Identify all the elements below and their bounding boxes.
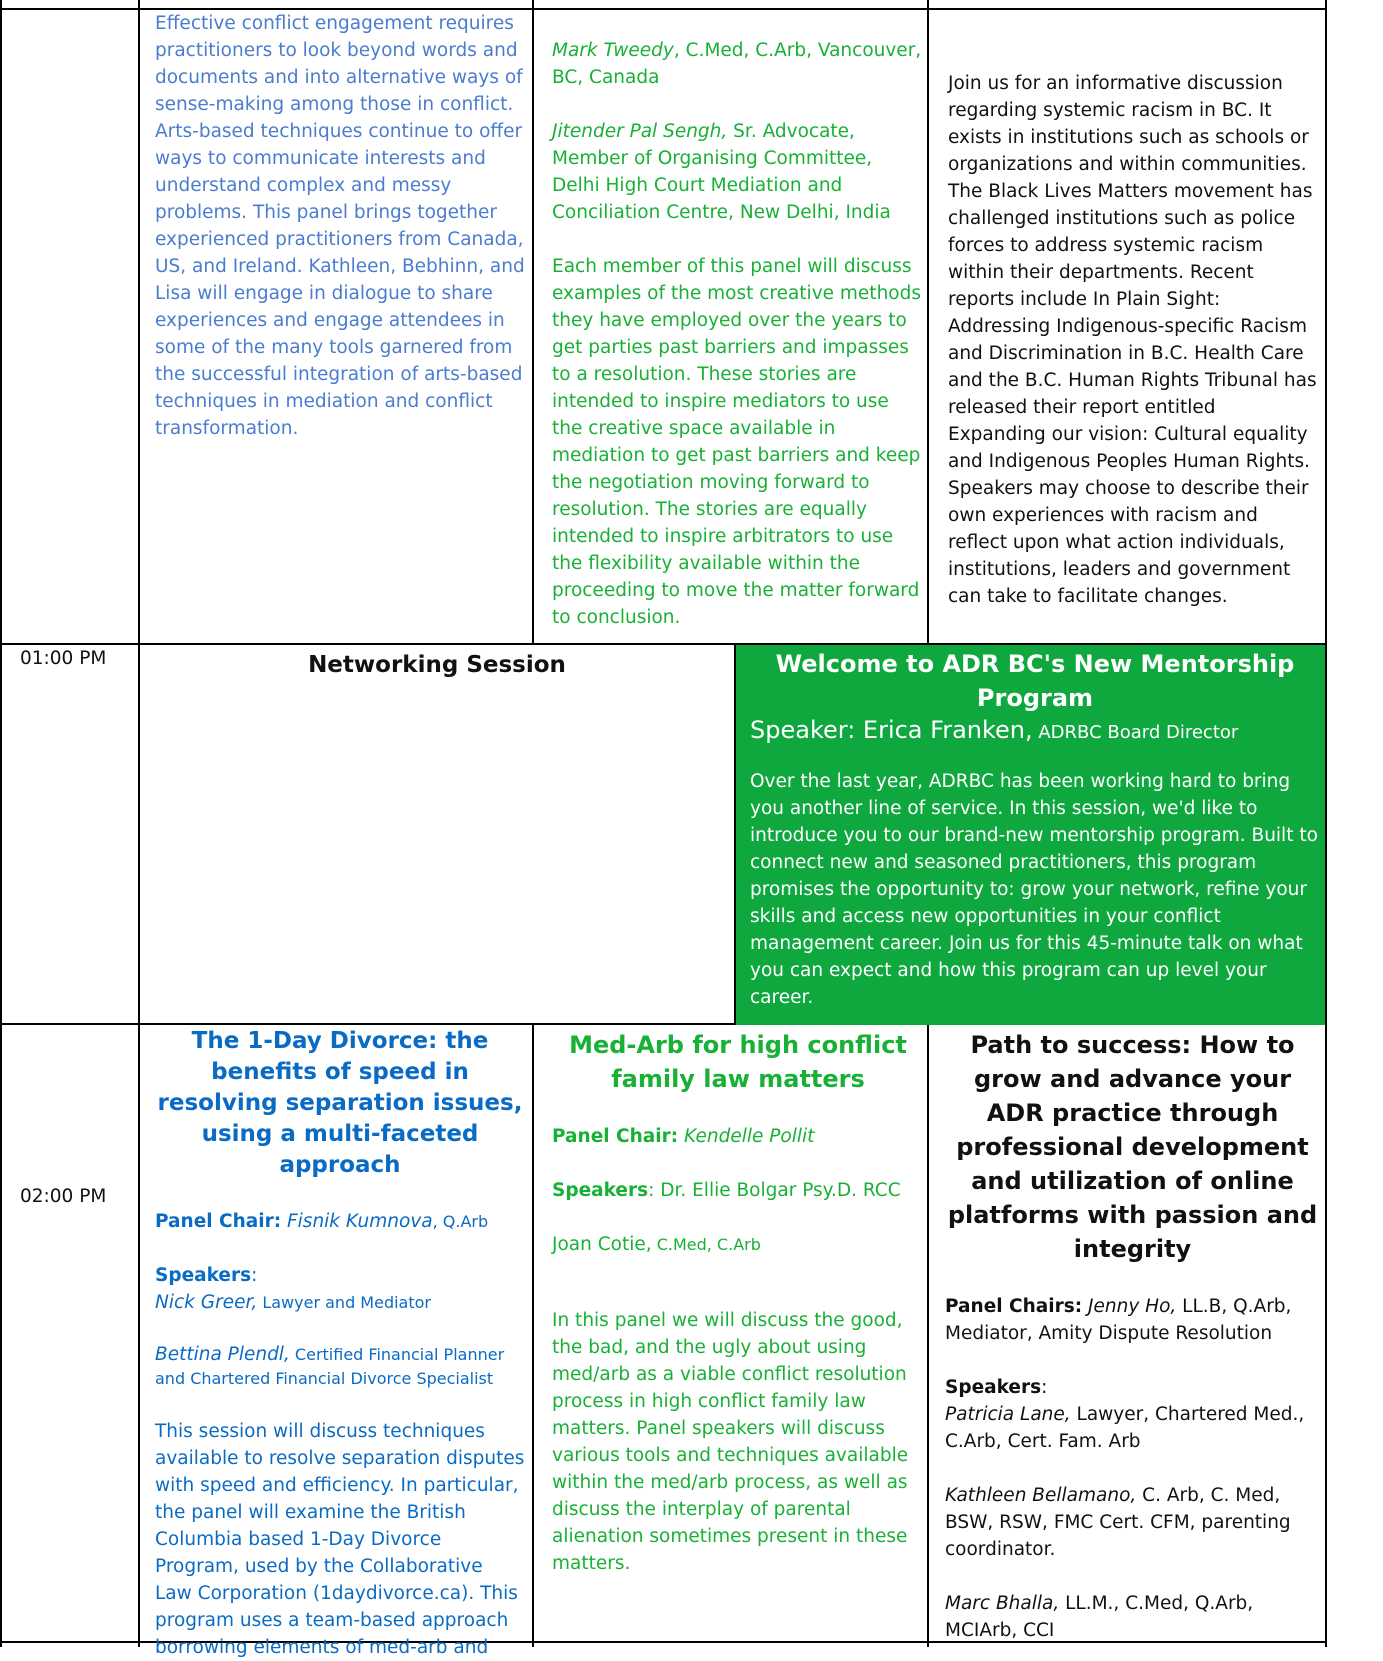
speakers-colon: :	[251, 1265, 258, 1286]
speaker-kathleen-bellamano	[945, 1482, 1320, 1563]
panel-chair-label: Panel Chair:	[155, 1211, 282, 1232]
panel-chair-credential: , Q.Arb	[432, 1212, 489, 1231]
column-divider-3-top	[927, 0, 929, 645]
speaker-detail: Sr. Advocate, Member of Organising Committee, Delhi High Court Mediation and Conciliation Centre, New Delhi, India	[552, 121, 891, 223]
med-arb-title: Med-Arb for high conflict family law matters	[569, 1031, 907, 1093]
systemic-racism-description: Join us for an informative discussion regarding systemic racism in BC. It exists in institutions such as schools or organizations and within communities. The Black Lives Matters movement has challenged institutions such as police forces to address systemic racism within their departments. Recent reports include In Plain Sight: Addressing Indigenous-specific Racism and Discrimination in B.C. Health Care and the B.C. Human Rights Tribunal has released their report entitled Expanding our vision: Cultural equality and Indigenous Peoples Human Rights. Speakers may choose to describe their own experiences with racism and reflect upon what action individuals, institutions, leaders and government can take to facilitate changes.	[948, 73, 1317, 607]
column-divider-2-bottom	[532, 1025, 534, 1647]
panel-chairs-label: Panel Chairs:	[945, 1296, 1083, 1317]
panel-chair	[155, 1208, 525, 1235]
speaker-detail: Lawyer, Chartered Med., C.Arb, Cert. Fam. Arb	[945, 1404, 1305, 1452]
speaker-mark-tweedy	[552, 37, 924, 91]
speaker-ellie-bolgar: : Dr. Ellie Bolgar Psy.D. RCC	[648, 1180, 901, 1201]
column-divider-2-top	[532, 0, 534, 645]
panel-chairs	[945, 1293, 1320, 1347]
networking-session-title: Networking Session	[308, 652, 566, 678]
session-med-arb	[552, 1028, 924, 1577]
panel-chair-name: Fisnik Kumnova	[281, 1211, 433, 1232]
speaker-detail: Lawyer and Mediator	[257, 1293, 431, 1312]
speaker-role: ADRBC Board Director	[1032, 722, 1239, 743]
speaker-name: Mark Tweedy	[552, 40, 674, 61]
session-details-creative-methods	[552, 37, 924, 631]
panel-chair-label: Panel Chair:	[552, 1126, 679, 1147]
speakers-label: Speakers	[945, 1377, 1042, 1398]
panel-chair-name: Jenny Ho,	[1082, 1296, 1177, 1317]
session-1-day-divorce	[155, 1026, 525, 1661]
speakers-heading	[945, 1374, 1320, 1401]
speaker-marc-bhalla	[945, 1590, 1320, 1644]
speakers-line	[552, 1177, 924, 1204]
speaker-nick-greer	[155, 1289, 525, 1316]
session-description-systemic-racism	[948, 70, 1318, 610]
creative-methods-description: Each member of this panel will discuss examples of the most creative methods they have employed over the years to get parties past barriers and impasses to a resolution. These stories are intended to inspire mediators to use the creative space available in mediation to get past barriers and keep the negotiation moving forward to resolution. The stories are equally intended to inspire arbitrators to use the flexibility available within the proceeding to move the matter forward to conclusion.	[552, 256, 921, 628]
speaker-name: Kathleen Bellamano,	[945, 1485, 1137, 1506]
speakers-label: Speakers	[552, 1180, 649, 1201]
speakers-label: Speakers	[155, 1265, 252, 1286]
1-day-divorce-title: The 1-Day Divorce: the benefits of speed in resolving separation issues, using a multi-faceted approach	[157, 1028, 523, 1178]
speakers-colon: :	[1041, 1377, 1048, 1398]
speaker-name: Joan Cotie,	[552, 1234, 652, 1255]
speaker-detail: , C.Med, C.Arb, Vancouver, BC, Canada	[552, 40, 922, 88]
speaker-name: Marc Bhalla,	[945, 1593, 1060, 1614]
table-border-right	[1325, 0, 1327, 1647]
path-to-success-title: Path to success: How to grow and advance your ADR practice through professional development and utilization of online platforms with passion and integrity	[947, 1031, 1318, 1263]
speaker-label: Speaker: Erica Franken,	[750, 716, 1033, 744]
time-slot-0100pm: 01:00 PM	[20, 648, 107, 669]
speaker-name: Bettina Plendl,	[155, 1344, 290, 1365]
networking-session-cell	[140, 650, 734, 681]
mentorship-speaker	[750, 717, 1320, 746]
mentorship-program-content	[750, 647, 1320, 1011]
speaker-joan-cotie	[552, 1231, 924, 1258]
speaker-name: Nick Greer,	[155, 1292, 258, 1313]
speaker-detail: C. Arb, C. Med, BSW, RSW, FMC Cert. CFM, parenting coordinator.	[945, 1485, 1291, 1560]
speaker-detail: C.Med, C.Arb	[651, 1235, 761, 1254]
mentorship-program-title: Welcome to ADR BC's New Mentorship Program	[775, 650, 1295, 712]
session-description-arts-based	[155, 10, 525, 442]
1-day-divorce-description: This session will discuss techniques available to resolve separation disputes with speed and efficiency. In particular, the panel will examine the British Columbia based 1-Day Divorce Program, used by the Collaborative Law Corporation (1daydivorce.ca). This program uses a team-based approach borrowing elements of med-arb and	[155, 1421, 525, 1658]
session-path-to-success	[945, 1028, 1320, 1644]
panel-chair-detail: LL.B, Q.Arb, Mediator, Amity Dispute Resolution	[945, 1296, 1292, 1344]
mentorship-description: Over the last year, ADRBC has been working hard to bring you another line of service. In this session, we'd like to introduce you to our brand-new mentorship program. Built to connect new and seasoned practitioners, this program promises the opportunity to: grow your network, refine your skills and access new opportunities in your conflict management career. Join us for this 45-minute talk on what you can expect and how this program can up level your career.	[750, 771, 1318, 1008]
med-arb-description: In this panel we will discuss the good, the bad, and the ugly about using med/arb as a viable conflict resolution process in high conflict family law matters. Panel speakers will discuss various tools and techniques available within the med/arb process, as well as discuss the interplay of parental alienation sometimes present in these matters.	[552, 1310, 909, 1574]
speakers-heading	[155, 1262, 525, 1289]
speaker-jitender-pal-sengh	[552, 118, 924, 226]
panel-chair	[552, 1123, 924, 1150]
speaker-patricia-lane	[945, 1401, 1320, 1455]
speaker-name: Jitender Pal Sengh,	[552, 121, 728, 142]
speaker-detail: LL.M., C.Med, Q.Arb, MCIArb, CCI	[945, 1593, 1254, 1641]
column-divider-3-bottom	[927, 1025, 929, 1647]
speaker-bettina-plendl	[155, 1343, 525, 1391]
speaker-name: Patricia Lane,	[945, 1404, 1071, 1425]
panel-chair-name: Kendelle Pollit	[678, 1126, 815, 1147]
speaker-detail: Certified Financial Planner and Chartered Financial Divorce Specialist	[155, 1345, 505, 1388]
column-divider-time	[138, 0, 140, 1647]
time-slot-0200pm: 02:00 PM	[20, 1186, 107, 1207]
table-border-left	[0, 0, 2, 1647]
arts-based-description: Effective conflict engagement requires practitioners to look beyond words and documents and into alternative ways of sense-making among those in conflict. Arts-based techniques continue to offer ways to communicate interests and understand complex and messy problems. This panel brings together experienced practitioners from Canada, US, and Ireland. Kathleen, Bebhinn, and Lisa will engage in dialogue to share experiences and engage attendees in some of the many tools garnered from the successful integration of arts-based techniques in mediation and conflict transformation.	[155, 13, 525, 439]
